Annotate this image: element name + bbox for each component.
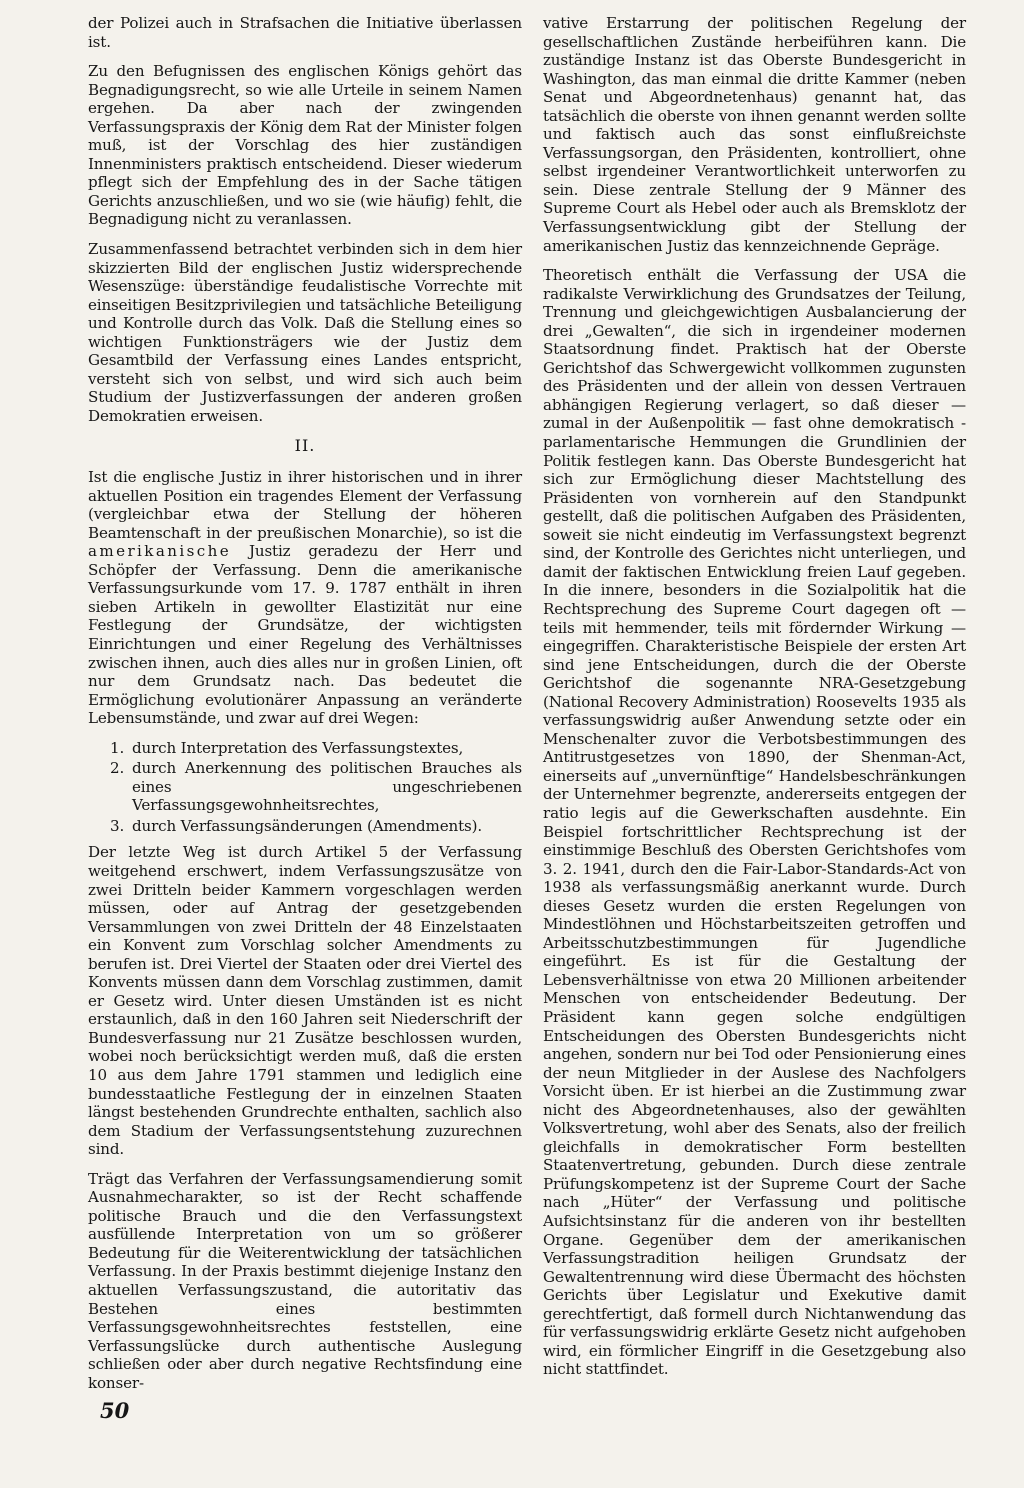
section-heading: II.	[294, 436, 316, 456]
paragraph: vative Erstarrung der politischen Regelung der gesellschaftlichen Zustände herbeiführen kann. Die zuständige Instanz ist das Oberste Bundesgericht in Washington, das man einmal die dritte Kammer (neben Senat und Abgeordnetenhaus) genannt hat, das tatsächlich die oberste von ihnen genannt werden sollte und faktisch auch das sonst einflußreichste Verfassungsorgan, den Präsidenten, kontrolliert, ohne selbst irgendeiner Verantwortlichkeit unterworfen zu sein. Diese zentrale Stellung der 9 Männer des Supreme Court als Hebel oder auch als Bremsklotz der Verfassungsentwicklung gibt der Stellung der amerikanischen Justiz das kennzeichnende Gepräge.	[543, 14, 966, 255]
paragraph: der Polizei auch in Strafsachen die Initiative überlassen ist.	[88, 14, 522, 51]
paragraph: Der letzte Weg ist durch Artikel 5 der Verfassung weitgehend erschwert, indem Verfassungszusätze von zwei Dritteln beider Kammern vorgeschlagen werden müssen, oder auf Antrag der gesetzgebenden Versammlungen von zwei Dritteln der 48 Einzelstaaten ein Konvent zum Vorschlag solcher Amendments zu berufen ist. Drei Viertel der Staaten oder drei Viertel des Konvents müssen dann dem Vorschlag zustimmen, damit er Gesetz wird. Unter diesen Umständen ist es nicht erstaunlich, daß in den 160 Jahren seit Niederschrift der Bundesverfassung nur 21 Zusätze beschlossen wurden, wobei noch berücksichtigt werden muß, daß die ersten 10 aus dem Jahre 1791 stammen und lediglich eine bundesstaatliche Festlegung der in einzelnen Staaten längst bestehenden Grundrechte enthalten, sachlich also dem Stadium der Verfassungsentstehung zuzurechnen sind.	[88, 843, 522, 1159]
paragraph	[88, 468, 522, 728]
list-item	[110, 817, 522, 836]
paragraph: Theoretisch enthält die Verfassung der USA die radikalste Verwirklichung des Grundsatzes der Teilung, Trennung und gleichgewichtigen Ausbalancierung der drei „Gewalten“, die sich in irgendeiner modernen Staatsordnung findet. Praktisch hat der Oberste Gerichtshof das Schwergewicht vollkommen zugunsten des Präsidenten und der allein von dessen Vertrauen abhängigen Regierung verlagert, so daß dieser — zumal in der Außenpolitik — fast ohne demokratisch - parlamentarische Hemmungen die Grundlinien der Politik festlegen kann. Das Oberste Bundesgericht hat sich zur Ermöglichung dieser Machtstellung des Präsidenten von vornherein auf den Standpunkt gestellt, daß die politischen Aufgaben des Präsidenten, soweit sie nicht eindeutig im Verfassungstext begrenzt sind, der Kontrolle des Gerichtes nicht unterliegen, und damit der faktischen Entwicklung freien Lauf gegeben. In die innere, besonders in die Sozialpolitik hat die Rechtsprechung des Supreme Court dagegen oft — teils mit hemmender, teils mit fördernder Wirkung — eingegriffen. Charakteristische Beispiele der ersten Art sind jene Entscheidungen, durch die der Oberste Gerichtshof die sogenannte NRA-Gesetzgebung (National Recovery Administration) Roosevelts 1935 als verfassungswidrig außer Anwendung setzte oder ein Menschenalter zuvor die Verbotsbestimmungen des Antitrustgesetzes von 1890, der Shenman-Act, einerseits auf „unvernünftige“ Handelsbeschränkungen der Unternehmer begrenzte, andererseits entgegen der ratio legis auf die Gewerkschaften ausdehnte. Ein Beispiel fortschrittlicher Rechtsprechung ist der einstimmige Beschluß des Obersten Gerichtshofes vom 3. 2. 1941, durch den die Fair-Labor-Standards-Act von 1938 als verfassungsmäßig anerkannt wurde. Durch dieses Gesetz wurden die ersten Regelungen von Mindestlöhnen und Höchstarbeitszeiten getroffen und Arbeitsschutzbestimmungen für Jugendliche eingeführt. Es ist für die Gestaltung der Lebensverhältnisse von etwa 20 Millionen arbeitender Menschen von entscheidender Bedeutung. Der Präsident kann gegen solche endgültigen Entscheidungen des Obersten Bundesgerichts nicht angehen, sondern nur bei Tod oder Pensionierung eines der neun Mitglieder in der Auslese des Nachfolgers Vorsicht üben. Er ist hierbei an die Zustimmung zwar nicht des Abgeordnetenhauses, also der gewählten Volksvertretung, wohl aber des Senats, also der freilich gleichfalls in demokratischer Form bestellten Staatenvertretung, gebunden. Durch diese zentrale Prüfungskompetenz ist der Supreme Court der Sache nach „Hüter“ der Verfassung und politische Aufsichtsinstanz für die anderen von ihr bestellten Organe. Gegenüber dem der amerikanischen Verfassungstradition heiligen Grundsatz der Gewaltentrennung wird diese Übermacht des höchsten Gerichts über Legislatur und Exekutive damit gerechtfertigt, daß formell durch Nichtanwendung das für verfassungswidrig erklärte Gesetz nicht aufgehoben wird, ein förmlicher Eingriff in die Gesetzgebung also nicht stattfindet.	[543, 266, 966, 1379]
list-text: durch Verfassungsänderungen (Amendments).	[132, 816, 482, 835]
text-run: Ist die englische Justiz in ihrer historischen und in ihrer aktuellen Position ein tragendes Element der Verfassung (vergleichbar etwa der Stellung der höheren Beamtenschaft in der preußischen Monarchie), so ist die	[88, 468, 522, 542]
paragraph: Trägt das Verfahren der Verfassungsamendierung somit Ausnahmecharakter, so ist der Recht schaffende politische Brauch und die den Verfassungstext ausfüllende Interpretation von um so größerer Bedeutung für die Weiterentwicklung der tatsächlichen Verfassung. In der Praxis bestimmt diejenige Instanz den aktuellen Verfassungszustand, die autoritativ das Bestehen eines bestimmten Verfassungsgewohnheitsrechtes feststellen, eine Verfassungslücke durch authentische Auslegung schließen oder aber durch negative Rechtsfindung eine konser-	[88, 1169, 522, 1392]
list-text: durch Interpretation des Verfassungstextes,	[132, 738, 464, 757]
list-item	[110, 739, 522, 758]
paragraph: Zusammenfassend betrachtet verbinden sich in dem hier skizzierten Bild der englischen Justiz widersprechende Wesenszüge: überständige feudalistische Vorrechte mit einseitigen Besitzprivilegien und tatsächliche Beteiligung und Kontrolle durch das Volk. Daß die Stellung eines so wichtigen Funktionsträgers wie der Justiz dem Gesamtbild der Verfassung eines Landes entspricht, versteht sich von selbst, und wird sich auch beim Studium der Justizverfassungen der anderen großen Demokratien erweisen.	[88, 240, 522, 425]
list-text: durch Anerkennung des politischen Brauches als eines ungeschriebenen Verfassungsgewohnheitsrechtes,	[132, 759, 522, 815]
paragraph: Zu den Befugnissen des englischen Königs gehört das Begnadigungsrecht, so wie alle Urteile in seinem Namen ergehen. Da aber nach der zwingenden Verfassungspraxis der König dem Rat der Minister folgen muß, ist der Vorschlag des hier zuständigen Innenministers praktisch entscheidend. Dieser wiederum pflegt sich der Empfehlung des in der Sache tätigen Gerichts anzuschließen, und wo sie (wie häufig) fehlt, die Begnadigung nicht zu veranlassen.	[88, 62, 522, 229]
emphasized-word: amerikanische	[88, 542, 232, 561]
left-column	[88, 14, 522, 1403]
list-number: 3.	[110, 816, 125, 835]
page-number: 50	[100, 1398, 130, 1423]
list-number: 2.	[110, 759, 125, 778]
list-item	[110, 759, 522, 815]
text-run: Justiz geradezu der Herr und Schöpfer der Verfassung. Denn die amerikanische Verfassungsurkunde vom 17. 9. 1787 enthält in ihren sieben Artikeln in gewollter Elastizität nur eine Festlegung der Grundsätze, der wichtigsten Einrichtungen und einer Regelung des Verhältnisses zwischen ihnen, auch dies alles nur in großen Linien, oft nur dem Grundsatz nach. Das bedeutet die Ermöglichung evolutionärer Anpassung an veränderte Lebensumstände, und zwar auf drei Wegen:	[88, 542, 522, 728]
list-number: 1.	[110, 738, 125, 757]
enumerated-list	[88, 739, 522, 836]
right-column	[543, 14, 966, 1390]
